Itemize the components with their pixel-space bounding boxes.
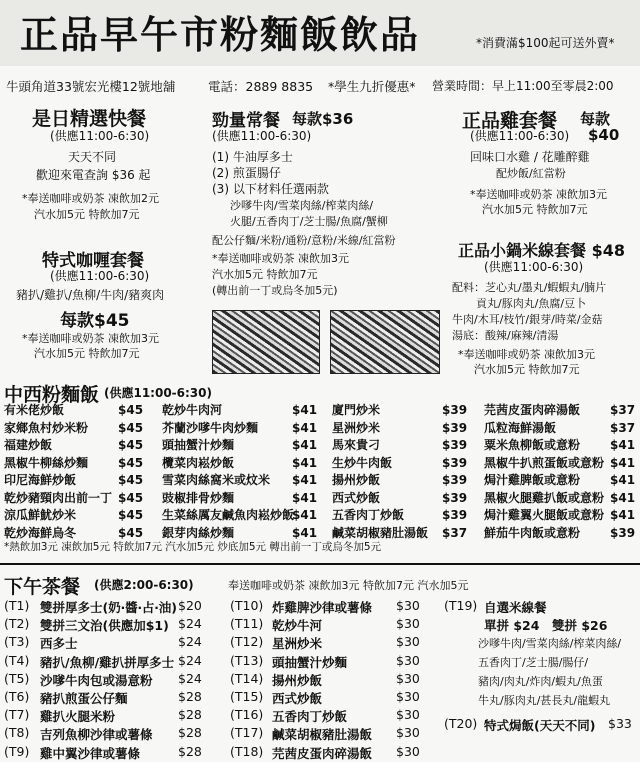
tea-item-price: $30 — [396, 743, 420, 759]
menu-item-price: $37 — [610, 403, 636, 417]
menu-item-price: $39 — [442, 473, 468, 487]
tea-item-name: 西多士 — [40, 636, 78, 652]
menu-item-name: 芥蘭沙嗲牛肉炒麵 — [162, 420, 259, 435]
tea-item-code: (T8) — [4, 725, 30, 741]
hotpot-hours: (供應11:00-6:30) — [484, 260, 584, 274]
menu-item-name: 黑椒牛柳絲炒麵 — [4, 455, 89, 470]
menu-item-price: $39 — [442, 455, 468, 470]
hotpot-line-4: 湯底：酸辣/麻辣/清湯 — [452, 329, 559, 342]
chicken-price-label: 每款 — [580, 110, 611, 128]
menu-item-name: 乾炒豬頸肉出前一丁 — [4, 490, 113, 505]
t19-double-price: 雙拼 $26 — [552, 618, 608, 633]
tea-item-price: $24 — [178, 670, 202, 686]
menu-item-name: 生炒牛肉飯 — [332, 455, 393, 470]
menu-item-price: $39 — [442, 420, 468, 435]
menu-item-price: $45 — [118, 455, 144, 470]
menu-item-price: $45 — [118, 438, 144, 452]
menu-item-name: 鮮茄牛肉飯或意粉 — [484, 525, 581, 540]
t19-line-3: 豬肉/肉丸/炸肉/蝦丸/魚蛋 — [478, 675, 603, 688]
menu-item-price: $39 — [442, 508, 468, 522]
tea-item-code: (T12) — [230, 634, 264, 650]
jinli-hours: (供應11:00-6:30) — [212, 129, 312, 143]
menu-item-price: $45 — [118, 525, 144, 540]
jinli-line-4: 沙嗲牛肉/雪菜肉絲/榨菜肉絲/ — [230, 199, 374, 212]
menu-item-name: 頭抽蟹汁炒麵 — [162, 438, 235, 452]
tea-item-code: (T1) — [4, 598, 30, 613]
menu-item-price: $41 — [292, 420, 318, 435]
chicken-line-4: 汽水加5元 特飲加7元 — [482, 203, 588, 216]
food-photo — [330, 310, 440, 374]
tea-item-code: (T6) — [4, 689, 30, 704]
curry-line-2: 汽水加5元 特飲加7元 — [34, 347, 140, 360]
menu-item-name: 廈門炒米 — [332, 403, 381, 417]
tea-item-price: $20 — [178, 598, 202, 613]
menu-item-name: 雪菜肉絲窩米或炆米 — [162, 473, 271, 487]
tea-item-price: $24 — [178, 634, 202, 650]
tea-item-code: (T5) — [4, 670, 30, 686]
menu-item-name: 焗汁雞脾飯或意粉 — [484, 473, 581, 487]
tea-item-price: $28 — [178, 689, 202, 704]
tea-item-code: (T20) — [444, 716, 478, 731]
menu-item-name: 揚州炒飯 — [332, 473, 381, 487]
tea-item-name: 雞扒火腿米粉 — [40, 709, 116, 725]
menu-item-price: $41 — [610, 508, 636, 522]
tea-item-name: 特式焗飯(天天不同) — [484, 718, 596, 733]
tea-item-price: $30 — [396, 634, 420, 650]
menu-item-name: 鹹菜胡椒豬肚湯飯 — [332, 525, 429, 540]
tea-item-name: 雙拼厚多士(奶‧醬‧占‧油) — [40, 600, 177, 615]
menu-item-price: $41 — [610, 473, 636, 487]
jinli-line-2: (2) 煎蛋腸仔 — [212, 166, 281, 180]
menu-item-name: 黑椒牛扒煎蛋飯或意粉 — [484, 455, 605, 470]
daily-hours: (供應11:00-6:30) — [50, 129, 150, 143]
tea-item-name: 雞中翼沙律或薯條 — [40, 745, 141, 761]
section-divider — [0, 563, 640, 565]
menu-item-name: 福建炒飯 — [4, 438, 53, 452]
tea-item-code: (T13) — [230, 652, 264, 668]
hotpot-line-1: 配料：芝心丸/墨丸/蝦蝦丸/腩片 — [452, 281, 607, 294]
daily-line-3: *奉送咖啡或奶茶 凍飲加2元 — [22, 192, 159, 205]
hotpot-line-2: 貢丸/豚肉丸/魚腐/豆卜 — [476, 297, 587, 310]
curry-price: 每款$45 — [60, 311, 130, 331]
tea-item-price: $28 — [178, 743, 202, 759]
tea-item-name: 乾炒牛河 — [272, 618, 323, 634]
phone: 電話：2889 8835 — [208, 79, 314, 94]
menu-item-name: 生菜絲厲友鹹魚肉崧炒飯 — [162, 508, 295, 522]
menu-item-name: 家鄉魚村炒米粉 — [4, 420, 89, 435]
tea-item-price: $30 — [396, 652, 420, 668]
menu-item-name: 瓜粒海鮮湯飯 — [484, 420, 557, 435]
delivery-note: *消費滿$100起可送外賣* — [476, 36, 615, 50]
jinli-line-7: *奉送咖啡或奶茶 凍飲加3元 — [212, 252, 349, 265]
mains-hours: (供應11:00-6:30) — [104, 386, 212, 400]
chicken-title: 正品雞套餐 — [462, 110, 558, 132]
jinli-line-3: (3) 以下材料任選兩款 — [212, 182, 329, 196]
tea-item-code: (T19) — [444, 598, 478, 613]
menu-item-price: $45 — [118, 508, 144, 522]
t19-single-price: 單拼 $24 — [484, 618, 540, 633]
tea-item-price: $30 — [396, 725, 420, 741]
jinli-line-8: 汽水加5元 特飲加7元 — [212, 268, 318, 281]
tea-item-name: 沙嗲牛肉包或湯意粉 — [40, 672, 153, 688]
t19-line-2: 五香肉丁/芝士腸/腸仔/ — [478, 656, 589, 669]
daily-line-2: 歡迎來電查詢 $36 起 — [36, 168, 151, 182]
menu-item-price: $41 — [292, 455, 318, 470]
jinli-line-9: (轉出前一丁或烏冬加5元) — [212, 284, 338, 297]
menu-item-price: $41 — [292, 508, 318, 522]
tea-item-name: 豬扒煎蛋公仔麵 — [40, 691, 128, 706]
tea-item-code: (T2) — [4, 616, 30, 632]
tea-item-code: (T4) — [4, 652, 30, 668]
tea-item-price: $33 — [608, 716, 632, 731]
address: 牛頭角道33號宏光樓12號地舖 — [6, 79, 176, 94]
tea-item-name: 五香肉丁炒飯 — [272, 709, 348, 725]
food-photo — [212, 310, 320, 374]
tea-item-price: $28 — [178, 707, 202, 723]
tea-title: 下午茶餐 — [4, 576, 81, 598]
menu-item-name: 有米佬炒飯 — [4, 403, 65, 417]
tea-item-code: (T3) — [4, 634, 30, 650]
menu-item-price: $41 — [292, 403, 318, 417]
tea-item-code: (T11) — [230, 616, 264, 632]
hotpot-title: 正品小鍋米線套餐 $48 — [458, 241, 625, 260]
tea-item-price: $30 — [396, 670, 420, 686]
tea-note: 奉送咖啡或奶茶 凍飲加3元 特飲加7元 汽水加5元 — [228, 579, 469, 592]
tea-item-name: 自選米線餐 — [484, 600, 547, 615]
menu-item-name: 五香肉丁炒飯 — [332, 508, 405, 522]
mains-footer: *熱飲加3元 凍飲加5元 特飲加7元 汽水加5元 炒底加5元 轉出前一丁或烏冬加5元 — [4, 541, 382, 553]
menu-item-name: 印尼海鮮炒飯 — [4, 473, 77, 487]
curry-hours: (供應11:00-6:30) — [50, 269, 150, 283]
menu-item-price: $41 — [292, 525, 318, 540]
menu-item-price: $37 — [442, 525, 468, 540]
menu-item-name: 粟米魚柳飯或意粉 — [484, 438, 581, 452]
curry-title: 特式咖喱套餐 — [42, 251, 144, 271]
menu-item-price: $39 — [442, 438, 468, 452]
menu-item-name: 芫茜皮蛋肉碎湯飯 — [484, 403, 581, 417]
tea-item-name: 雙拼三文治(供應加$1) — [40, 618, 169, 634]
tea-item-name: 豬扒/魚柳/雞扒拼厚多士 — [40, 654, 175, 670]
menu-item-name: 涼瓜鮮魷炒米 — [4, 508, 77, 522]
menu-item-price: $41 — [610, 490, 636, 505]
tea-item-code: (T16) — [230, 707, 264, 723]
tea-item-code: (T10) — [230, 598, 264, 613]
chicken-price: $40 — [588, 126, 620, 144]
menu-item-price: $45 — [118, 473, 144, 487]
tea-item-name: 西式炒飯 — [272, 691, 323, 706]
jinli-line-6: 配公仔麵/米粉/通粉/意粉/米線/紅當粉 — [212, 234, 396, 247]
tea-item-code: (T17) — [230, 725, 264, 741]
hotpot-line-3: 牛肉/木耳/枝竹/銀芽/時菜/金菇 — [452, 313, 603, 326]
menu-item-price: $39 — [610, 525, 636, 540]
menu-item-price: $41 — [610, 455, 636, 470]
menu-item-name: 黑椒火腿雞扒飯或意粉 — [484, 490, 605, 505]
tea-item-price: $24 — [178, 616, 202, 632]
menu-item-name: 乾炒牛肉河 — [162, 403, 223, 417]
opening-hours: 營業時間：早上11:00至零晨2:00 — [432, 79, 614, 93]
menu-item-name: 馬來貴刁 — [332, 438, 381, 452]
tea-item-name: 吉列魚柳沙律或薯條 — [40, 727, 153, 743]
jinli-line-1: (1) 牛油厚多士 — [212, 150, 293, 164]
menu-item-name: 欖菜肉崧炒飯 — [162, 455, 235, 470]
tea-item-name: 芫茜皮蛋肉碎湯飯 — [272, 745, 373, 761]
menu-item-name: 豉椒排骨炒麵 — [162, 490, 235, 505]
menu-item-price: $39 — [442, 403, 468, 417]
daily-title: 是日精選快餐 — [32, 108, 147, 130]
chicken-line-3: *奉送咖啡或奶茶 凍飲加3元 — [470, 188, 607, 201]
jinli-price: 每款$36 — [292, 110, 354, 128]
tea-item-name: 鹹菜胡椒豬肚湯飯 — [272, 727, 373, 743]
tea-item-name: 頭抽蟹汁炒麵 — [272, 654, 348, 670]
page-title: 正品早午市粉麵飯飲品 — [20, 13, 421, 57]
menu-item-price: $41 — [610, 438, 636, 452]
chicken-hours: (供應11:00-6:30) — [470, 129, 570, 143]
hotpot-line-6: 汽水加5元 特飲加7元 — [474, 363, 580, 376]
tea-item-price: $30 — [396, 616, 420, 632]
tea-item-code: (T15) — [230, 689, 264, 704]
menu-item-name: 西式炒飯 — [332, 490, 381, 505]
menu-item-name: 焗汁雞翼火腿飯或意粉 — [484, 508, 605, 522]
menu-item-price: $41 — [292, 473, 318, 487]
t19-line-1: 沙嗲牛肉/雪菜肉絲/榨菜肉絲/ — [478, 637, 622, 650]
tea-item-price: $30 — [396, 689, 420, 704]
tea-item-price: $28 — [178, 725, 202, 741]
jinli-title: 勁量常餐 — [212, 111, 280, 131]
menu-item-price: $45 — [118, 403, 144, 417]
jinli-line-5: 火腿/五香肉丁/芝士腸/魚腐/蟹柳 — [230, 215, 388, 228]
tea-item-code: (T7) — [4, 707, 30, 723]
hotpot-line-5: *奉送咖啡或奶茶 凍飲加3元 — [458, 348, 595, 361]
menu-item-price: $37 — [610, 420, 636, 435]
chicken-line-1: 回味口水雞 / 花雕醉雞 — [470, 150, 590, 164]
tea-item-code: (T14) — [230, 670, 264, 686]
menu-item-price: $41 — [292, 490, 318, 505]
tea-hours: (供應2:00-6:30) — [94, 578, 194, 592]
title-bar — [0, 0, 640, 66]
menu-item-price: $45 — [118, 490, 144, 505]
tea-item-name: 炸雞脾沙律或薯條 — [272, 600, 373, 615]
t19-line-4: 牛丸/豚肉丸/甚長丸/龍蝦丸 — [478, 694, 611, 707]
tea-item-price: $24 — [178, 652, 202, 668]
daily-line-1: 天天不同 — [68, 150, 117, 164]
tea-item-code: (T9) — [4, 743, 30, 759]
tea-item-code: (T18) — [230, 743, 264, 759]
tea-item-name: 揚州炒飯 — [272, 672, 323, 688]
tea-item-name: 星洲炒米 — [272, 636, 323, 652]
curry-line-1: *奉送咖啡或奶茶 凍飲加3元 — [22, 332, 159, 345]
chicken-line-2: 配炒飯/紅當粉 — [496, 167, 566, 180]
menu-item-name: 乾炒海鮮烏冬 — [4, 525, 77, 540]
daily-line-4: 汽水加5元 特飲加7元 — [34, 208, 140, 221]
menu-item-price: $41 — [292, 438, 318, 452]
student-discount: *學生九折優惠* — [328, 79, 416, 94]
menu-item-name: 星洲炒米 — [332, 420, 381, 435]
menu-item-name: 銀芽肉絲炒麵 — [162, 525, 235, 540]
tea-item-price: $30 — [396, 598, 420, 613]
curry-items: 豬扒/雞扒/魚柳/牛肉/豬爽肉 — [16, 288, 165, 302]
mains-title: 中西粉麵飯 — [4, 384, 100, 406]
menu-item-price: $39 — [442, 490, 468, 505]
tea-item-price: $30 — [396, 707, 420, 723]
menu-item-price: $45 — [118, 420, 144, 435]
